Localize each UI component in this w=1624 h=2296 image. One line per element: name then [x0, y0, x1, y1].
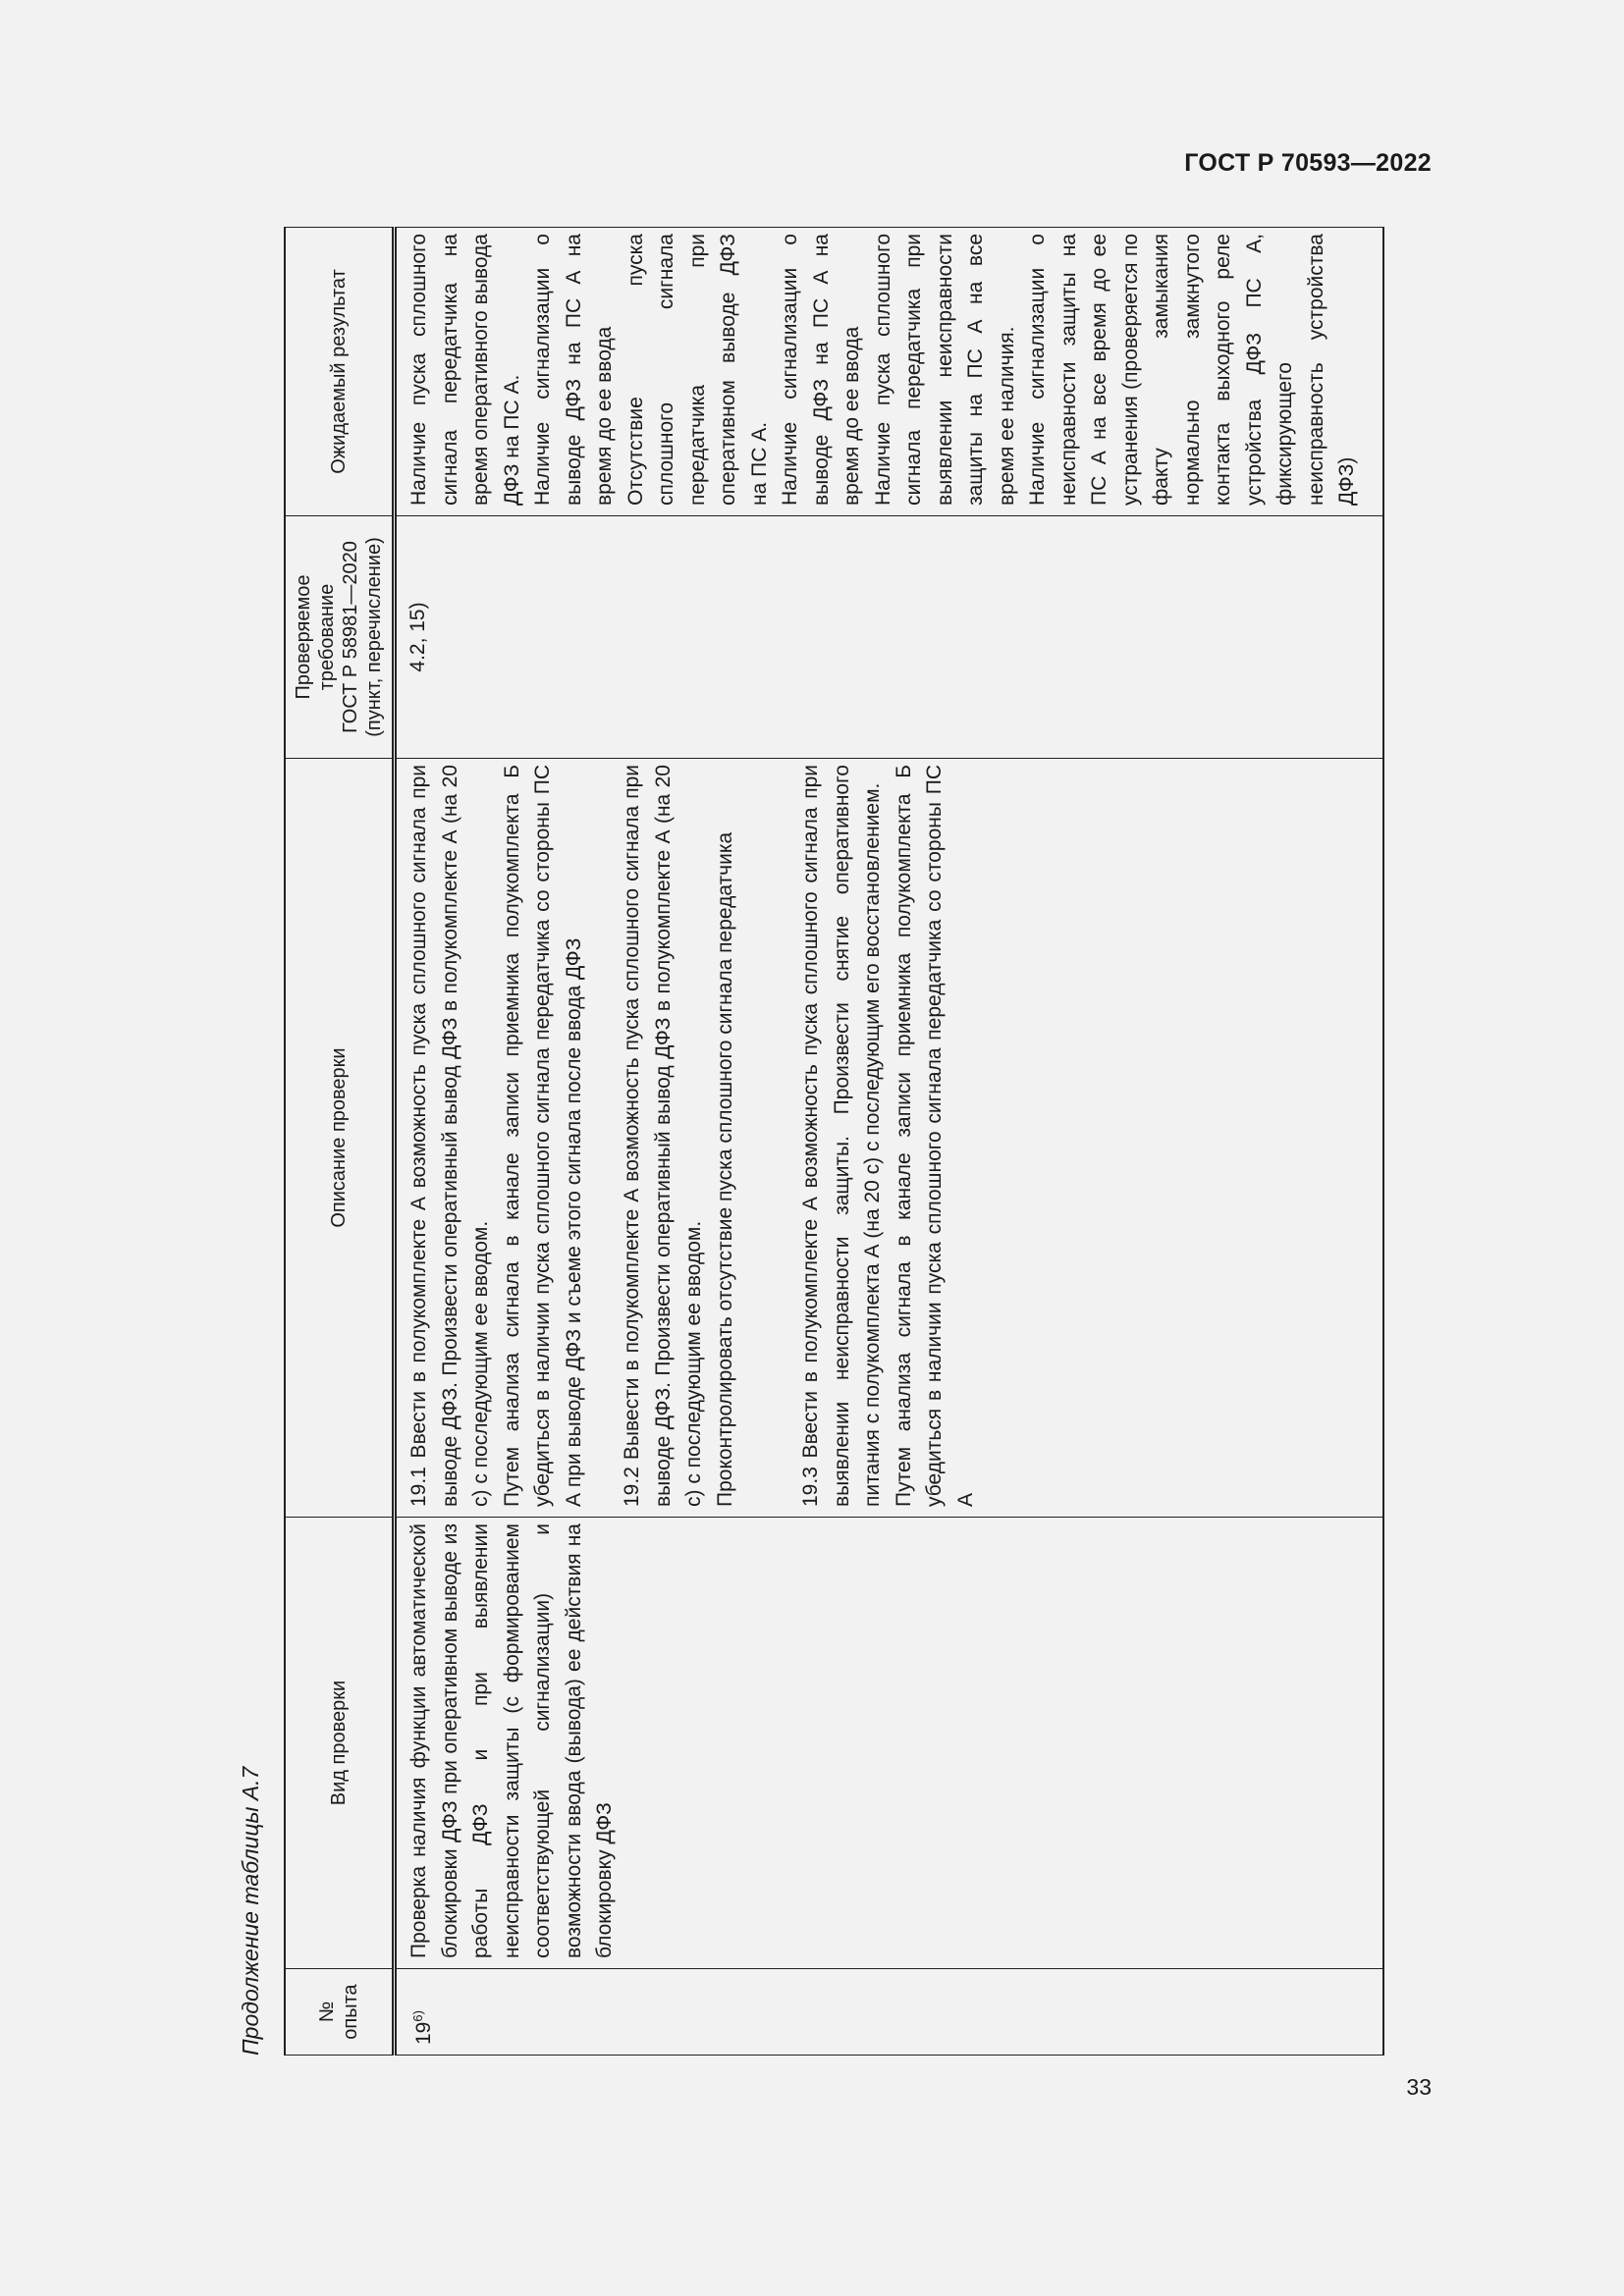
- cell-expected: [395, 228, 1384, 516]
- expected-1-signal: Наличие сигнализации о выводе ДФЗ на ПС А на время до ее ввода: [531, 234, 616, 506]
- rotated-table-region: [238, 228, 1384, 2056]
- desc-19-3-analysis: Путем анализа сигнала в канале записи приемника полукомплекта Б убедиться в наличии пуска сплошного сигнала передатчика со стороны ПС А: [892, 765, 977, 1507]
- desc-19-3: 19.3 Ввести в полукомплекте А возможность пуска сплошного сигнала при выявлении неисправности защиты. Произвести снятие оперативного питания с полукомплекта А (на 20 с) с последующим его восстановлением.: [799, 765, 884, 1507]
- header-num-line2: опыта: [340, 1984, 361, 2040]
- desc-19-2-control: Проконтролировать отсутствие пуска сплошного сигнала передатчика: [713, 831, 736, 1507]
- page-number: 33: [1406, 2074, 1432, 2100]
- cell-type: [395, 1518, 1384, 1969]
- row-number-footnote: 6): [410, 2010, 425, 2022]
- requirement-ref: 4.2, 15): [406, 602, 429, 672]
- check-table: [284, 227, 1384, 2056]
- table-row: [395, 228, 1384, 2056]
- header-requirement-line2: требование: [316, 583, 338, 691]
- header-description: [285, 759, 395, 1518]
- header-requirement-line4: (пункт, перечисление): [363, 537, 385, 737]
- header-requirement-line1: Проверяемое: [293, 574, 314, 700]
- header-num: [285, 1969, 395, 2056]
- expected-2-start: Отсутствие пуска сплошного сигнала передатчика при оперативном выводе ДФЗ на ПС А.: [623, 234, 771, 506]
- header-requirement: [285, 516, 395, 759]
- desc-19-2: 19.2 Вывести в полукомплекте А возможность пуска сплошного сигнала при выводе ДФЗ. Произвести оперативный вывод ДФЗ в полукомплекте А (на 20 с) с последующим ее вводом.: [621, 765, 705, 1507]
- header-expected-label: Ожидаемый результат: [328, 269, 350, 474]
- desc-19-1: 19.1 Ввести в полукомплекте А возможность пуска сплошного сигнала при выводе ДФЗ. Произвести оперативный вывод ДФЗ в полукомплекте А (на 20 с) с последующим ее вводом.: [407, 765, 492, 1507]
- header-description-label: Описание проверки: [328, 1047, 350, 1228]
- expected-2-signal: Наличие сигнализации о выводе ДФЗ на ПС А на время до ее ввода: [779, 234, 863, 506]
- header-expected: [285, 228, 395, 516]
- header-type: [285, 1518, 395, 1969]
- table-caption: Продолжение таблицы А.7: [238, 1766, 263, 2056]
- cell-num: [395, 1969, 1384, 2056]
- row-number-value: 19: [412, 2021, 435, 2045]
- cell-description: [395, 759, 1384, 1518]
- expected-3-start: Наличие пуска сплошного сигнала передатчика при выявлении неисправности защиты на ПС А на все время ее наличия.: [871, 234, 1018, 506]
- check-type-text: Проверка наличия функции автоматической блокировки ДФЗ при оперативном выводе из работы ДФЗ и при выявлении неисправности защиты (с формированием соответствующей сигнализации) и возможности ввода (вывода) ее действия на блокировку ДФЗ: [407, 1523, 616, 1958]
- cell-requirement: [395, 516, 1384, 759]
- header-requirement-line3: ГОСТ Р 58981—2020: [340, 541, 361, 733]
- row-number: [397, 1969, 440, 2055]
- expected-1-start: Наличие пуска сплошного сигнала передатчика на время оперативного вывода ДФЗ на ПС А.: [407, 234, 523, 506]
- document-id: ГОСТ Р 70593—2022: [1184, 149, 1432, 177]
- desc-19-1-analysis: Путем анализа сигнала в канале записи приемника полукомплекта Б убедиться в наличии пуска сплошного сигнала передатчика со стороны ПС А при выводе ДФЗ и съеме этого сигнала после ввода ДФЗ: [500, 765, 585, 1507]
- expected-3-signal: Наличие сигнализации о неисправности защиты на ПС А на все время до ее устранения (проверяется по факту замыкания нормально замкнутого контакта выходного реле устройства ДФЗ ПС А, фиксирующего неисправность устройства ДФЗ): [1026, 234, 1358, 506]
- header-num-line1: №: [316, 2001, 338, 2023]
- table-header-row: [285, 228, 395, 2056]
- header-type-label: Вид проверки: [328, 1680, 350, 1806]
